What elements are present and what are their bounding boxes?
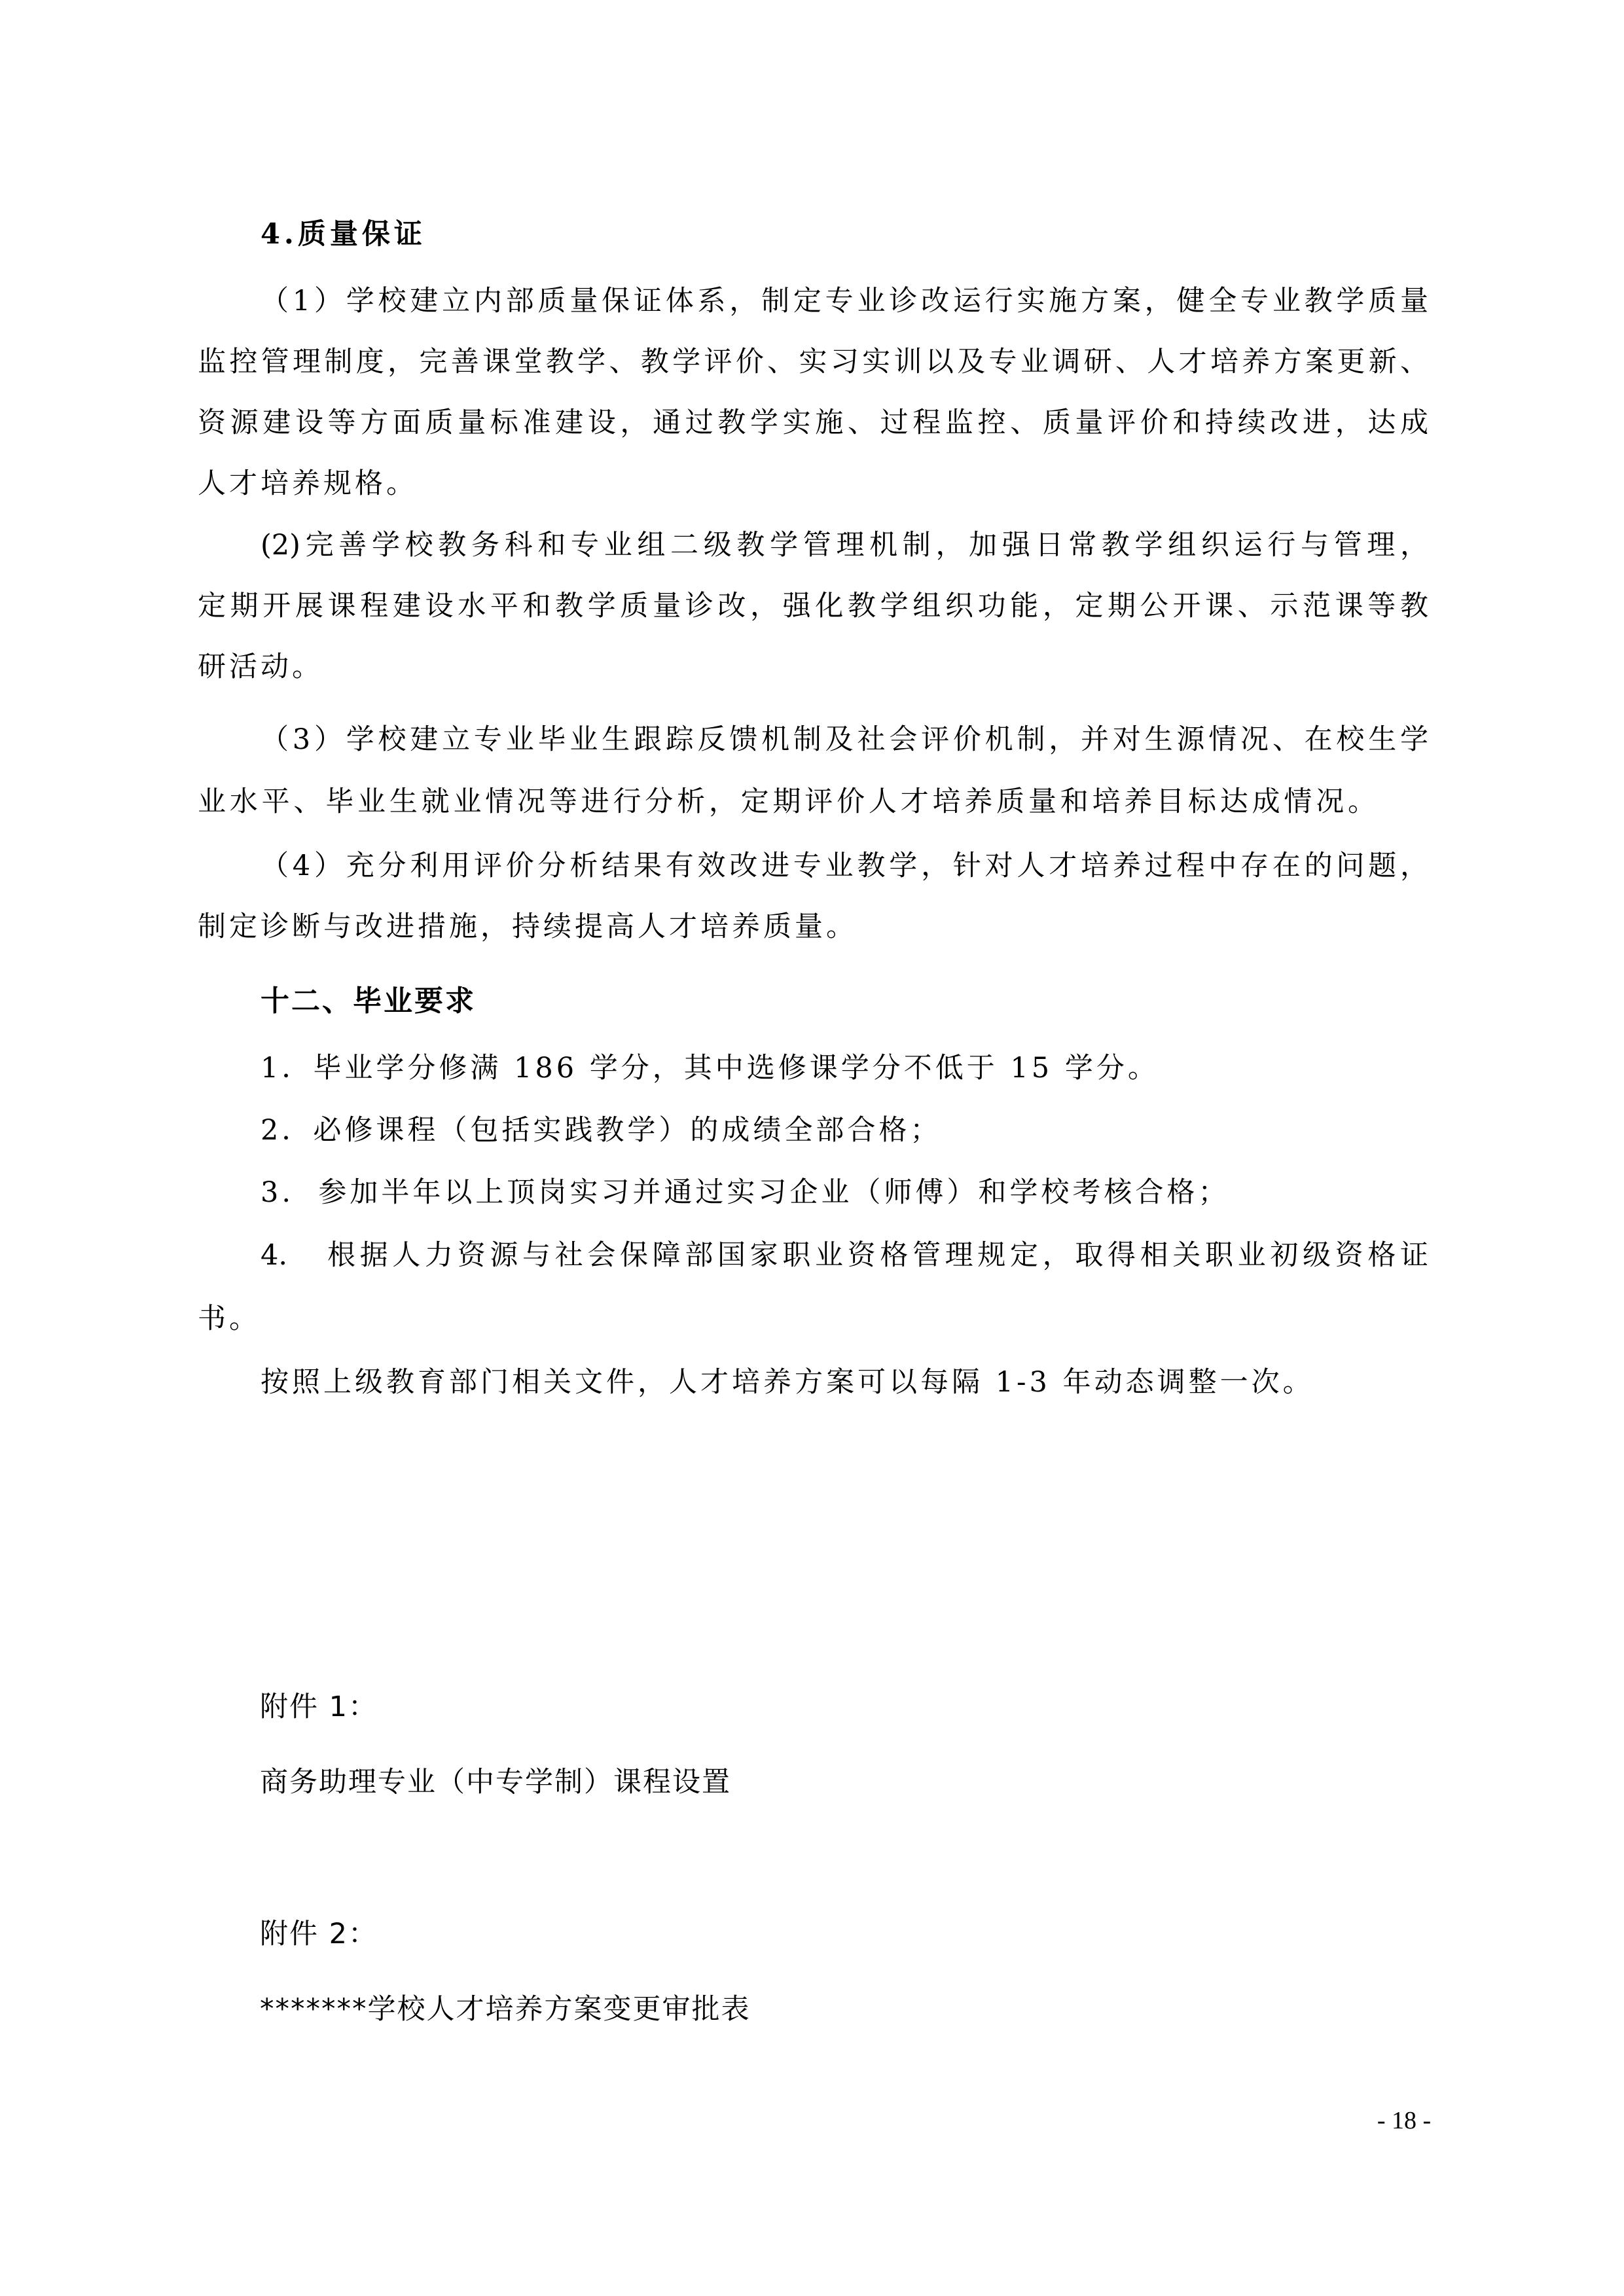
paragraph-line: （4）充分利用评价分析结果有效改进专业教学，针对人才培养过程中存在的问题， bbox=[261, 850, 1428, 882]
list-item-continuation: 书。 bbox=[198, 1302, 261, 1335]
list-item: 1．毕业学分修满 186 学分，其中选修课学分不低于 15 学分。 bbox=[261, 1052, 1159, 1085]
list-item: 3. 参加半年以上顶岗实习并通过实习企业（师傅）和学校考核合格； bbox=[261, 1176, 1230, 1209]
page-number: - 18 - bbox=[1377, 2107, 1432, 2134]
paragraph-line: 制定诊断与改进措施，持续提高人才培养质量。 bbox=[198, 910, 857, 943]
paragraph-line: 资源建设等方面质量标准建设，通过教学实施、过程监控、质量评价和持续改进，达成 bbox=[198, 406, 1428, 439]
attachment-label: 附件 1： bbox=[260, 1691, 378, 1723]
paragraph-line: （3）学校建立专业毕业生跟踪反馈机制及社会评价机制，并对生源情况、在校生学 bbox=[261, 723, 1428, 756]
attachment-title[interactable]: *******学校人才培养方案变更审批表 bbox=[260, 1993, 751, 2026]
list-item: 2．必修课程（包括实践教学）的成绩全部合格； bbox=[261, 1114, 942, 1147]
section-heading-graduation: 十二、毕业要求 bbox=[261, 984, 476, 1018]
paragraph-line: (2)完善学校教务科和专业组二级教学管理机制，加强日常教学组织运行与管理， bbox=[261, 529, 1428, 562]
paragraph-line: 业水平、毕业生就业情况等进行分析，定期评价人才培养质量和培养目标达成情况。 bbox=[198, 785, 1376, 818]
paragraph-line: 研活动。 bbox=[198, 651, 323, 683]
paragraph-line: 人才培养规格。 bbox=[198, 467, 418, 500]
attachment-label: 附件 2： bbox=[260, 1918, 378, 1950]
paragraph-line: 监控管理制度，完善课堂教学、教学评价、实习实训以及专业调研、人才培养方案更新、 bbox=[198, 346, 1428, 378]
paragraph-line: 定期开展课程建设水平和教学质量诊改，强化教学组织功能，定期公开课、示范课等教 bbox=[198, 590, 1428, 622]
list-item: 4. 根据人力资源与社会保障部国家职业资格管理规定，取得相关职业初级资格证 bbox=[261, 1239, 1428, 1272]
adjustment-note: 按照上级教育部门相关文件，人才培养方案可以每隔 1-3 年动态调整一次。 bbox=[261, 1366, 1314, 1399]
attachment-title[interactable]: 商务助理专业（中专学制）课程设置 bbox=[260, 1766, 731, 1799]
section-heading-quality: 4.质量保证 bbox=[261, 218, 426, 251]
paragraph-line: （1）学校建立内部质量保证体系，制定专业诊改运行实施方案，健全专业教学质量 bbox=[261, 285, 1428, 317]
